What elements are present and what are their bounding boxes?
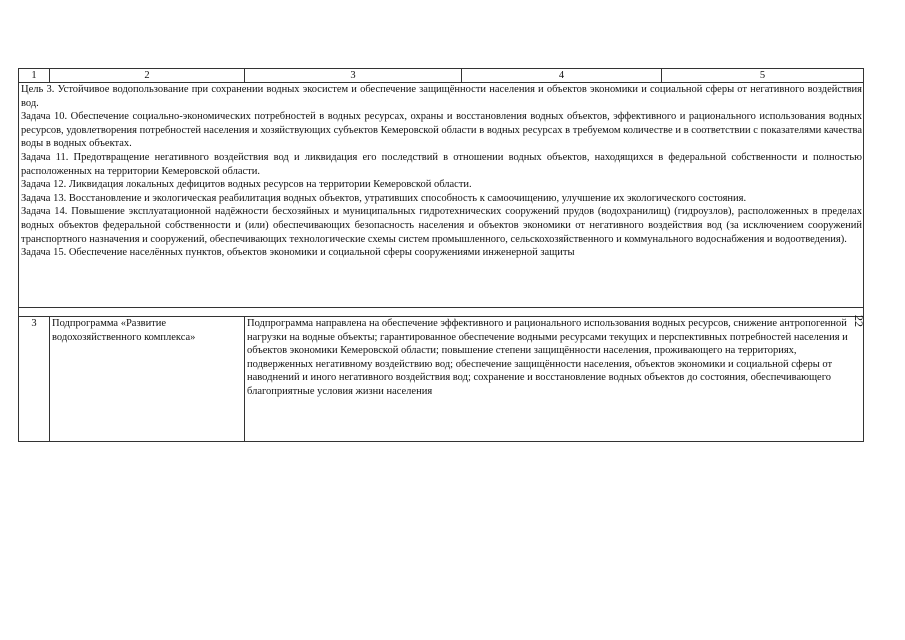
task-14-text: Задача 14. Повышение эксплуатационной надёжности бесхозяйных и муниципальных гидротехнических сооружений прудов (водохранилищ) (гидроузлов), расположенных в пределах водных объектов федеральной собственности и (или) обеспечивающих безопасность населения и объектов экономики от негативного воздействия вод (за исключением сооружений транспортного назначения и сооружений, обеспечивающих технологические схемы систем промышленного, сельскохозяйственного и коммунального водоснабжения и водоотведения). [21,206,862,245]
subprogram-description: Подпрограмма направлена на обеспечение эффективного и рационального использования водных ресурсов, снижение антропогенной нагрузки на водные объекты; гарантированное обеспечение водными ресурсами текущих и перспективных потребностей населения и объектов экономики Кемеровской области; повышение степени защищённости населения, проживающего на территориях, подверженных негативному воздействию вод; обеспечение защищённости населения, объектов экономики и социальной сферы от наводнений и иного негативного воздействия вод; сохранение и восстановление водных объектов до состояния, обеспечивающего благоприятные условия жизни населения [245,317,864,442]
row-number: 3 [19,317,50,442]
column-header-4: 4 [462,69,662,83]
spacer-row [19,308,864,317]
column-header-1: 1 [19,69,50,83]
subprogram-name: Подпрограмма «Развитие водохозяйственного комплекса» [50,317,245,442]
subprogram-row [19,317,864,442]
spacer-cell [19,308,864,317]
column-header-2: 2 [50,69,245,83]
page-number: 22 [852,315,866,327]
goal-3-text: Цель 3. Устойчивое водопользование при сохранении водных экосистем и обеспечение защищённости населения и объектов экономики и социальной сферы от негативного воздействия вод. [21,84,862,109]
task-15-text: Задача 15. Обеспечение населённых пунктов, объектов экономики и социальной сферы сооружениями инженерной защиты [21,247,575,259]
task-11-text: Задача 11. Предотвращение негативного воздействия вод и ликвидация его последствий в отношении водных объектов, находящихся в федеральной собственности и полностью расположенных на территории Кемеровской области. [21,151,862,177]
task-12-text: Задача 12. Ликвидация локальных дефицитов водных ресурсов на территории Кемеровской области. [21,179,472,191]
column-header-3: 3 [245,69,462,83]
program-table [18,68,864,442]
task-13-text: Задача 13. Восстановление и экологическая реабилитация водных объектов, утративших способность к самоочищению, улучшение их экологического состояния. [21,192,747,204]
task-10-text: Задача 10. Обеспечение социально-экономических потребностей в водных ресурсах, охраны и восстановления водных объектов, эффективного и рационального использования водных ресурсов, удовлетворения потребностей населения и хозяйствующих субъектов Кемеровской области в водных ресурсах в требуемом количестве и в соответствии с показателями качества воды в водных объектах. [21,111,862,150]
goal-row [19,83,864,308]
column-header-5: 5 [662,69,864,83]
column-numbers-row [19,69,864,83]
goal-cell [19,83,864,308]
